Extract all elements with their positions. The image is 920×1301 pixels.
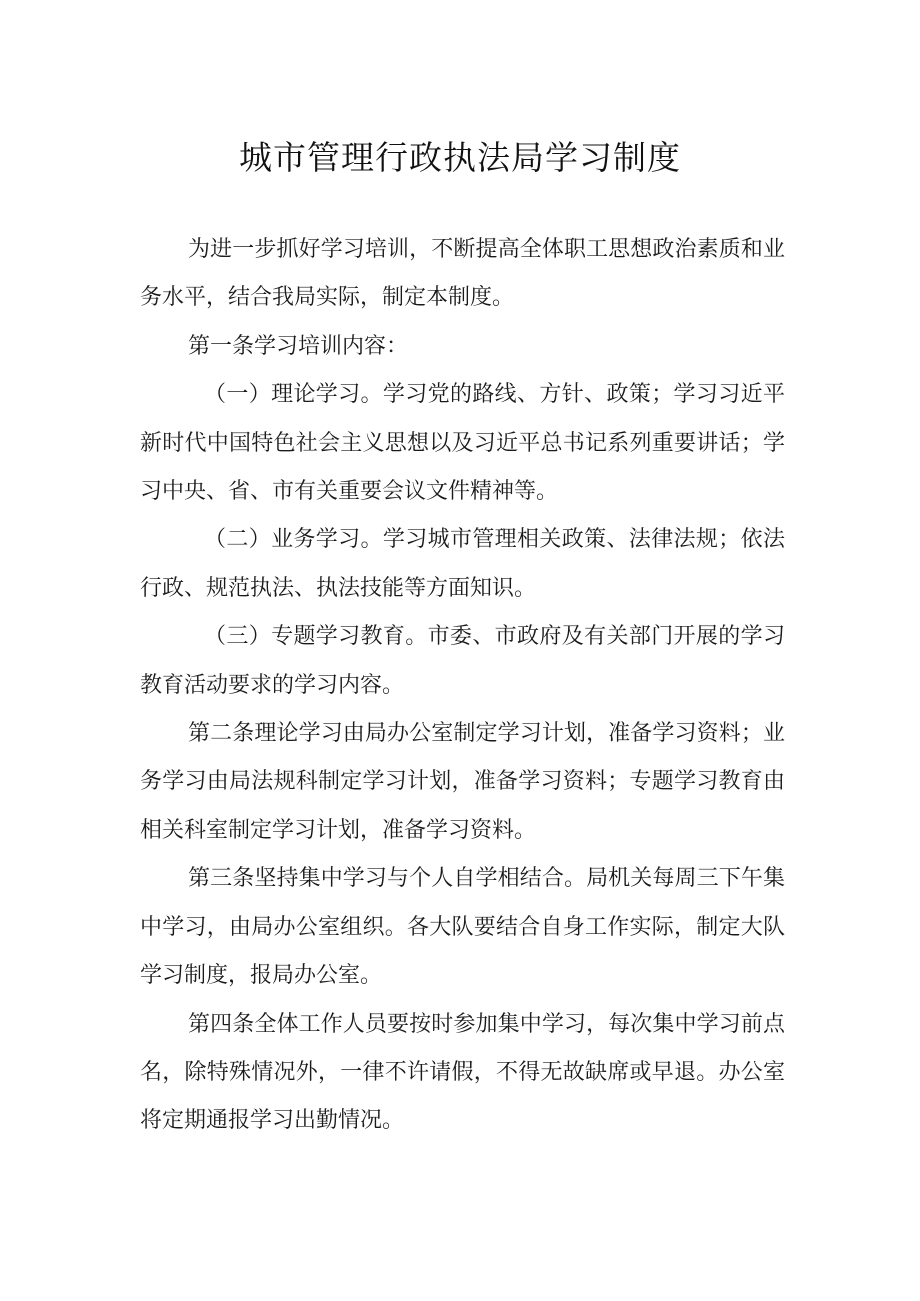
- paragraph-article-2: 第二条理论学习由局办公室制定学习计划，准备学习资料；业务学习由局法规科制定学习计划，准备学习资料；专题学习教育由相关科室制定学习计划，准备学习资料。: [140, 721, 785, 843]
- paragraph-item-business: （二）业务学习。学习城市管理相关政策、法律法规；依法行政、规范执法、执法技能等方面知识。: [140, 527, 785, 601]
- paragraph-item-theory: （一）理论学习。学习党的路线、方针、政策；学习习近平新时代中国特色社会主义思想以及习近平总书记系列重要讲话；学习中央、省、市有关重要会议文件精神等。: [140, 382, 785, 505]
- document-title: 城市管理行政执法局学习制度: [239, 138, 681, 177]
- paragraph-intro: 为进一步抓好学习培训，不断提高全体职工思想政治素质和业务水平，结合我局实际，制定本制度。: [140, 237, 785, 311]
- paragraph-article-4: 第四条全体工作人员要按时参加集中学习，每次集中学习前点名，除特殊情况外，一律不许请假，不得无故缺席或早退。办公室将定期通报学习出勤情况。: [140, 1011, 785, 1134]
- paragraph-item-special: （三）专题学习教育。市委、市政府及有关部门开展的学习教育活动要求的学习内容。: [140, 624, 785, 698]
- paragraph-article-1: 第一条学习培训内容：: [188, 333, 409, 359]
- paragraph-article-3: 第三条坚持集中学习与个人自学相结合。局机关每周三下午集中学习，由局办公室组织。各大队要结合自身工作实际，制定大队学习制度，报局办公室。: [140, 866, 785, 989]
- document-body: [140, 226, 785, 1146]
